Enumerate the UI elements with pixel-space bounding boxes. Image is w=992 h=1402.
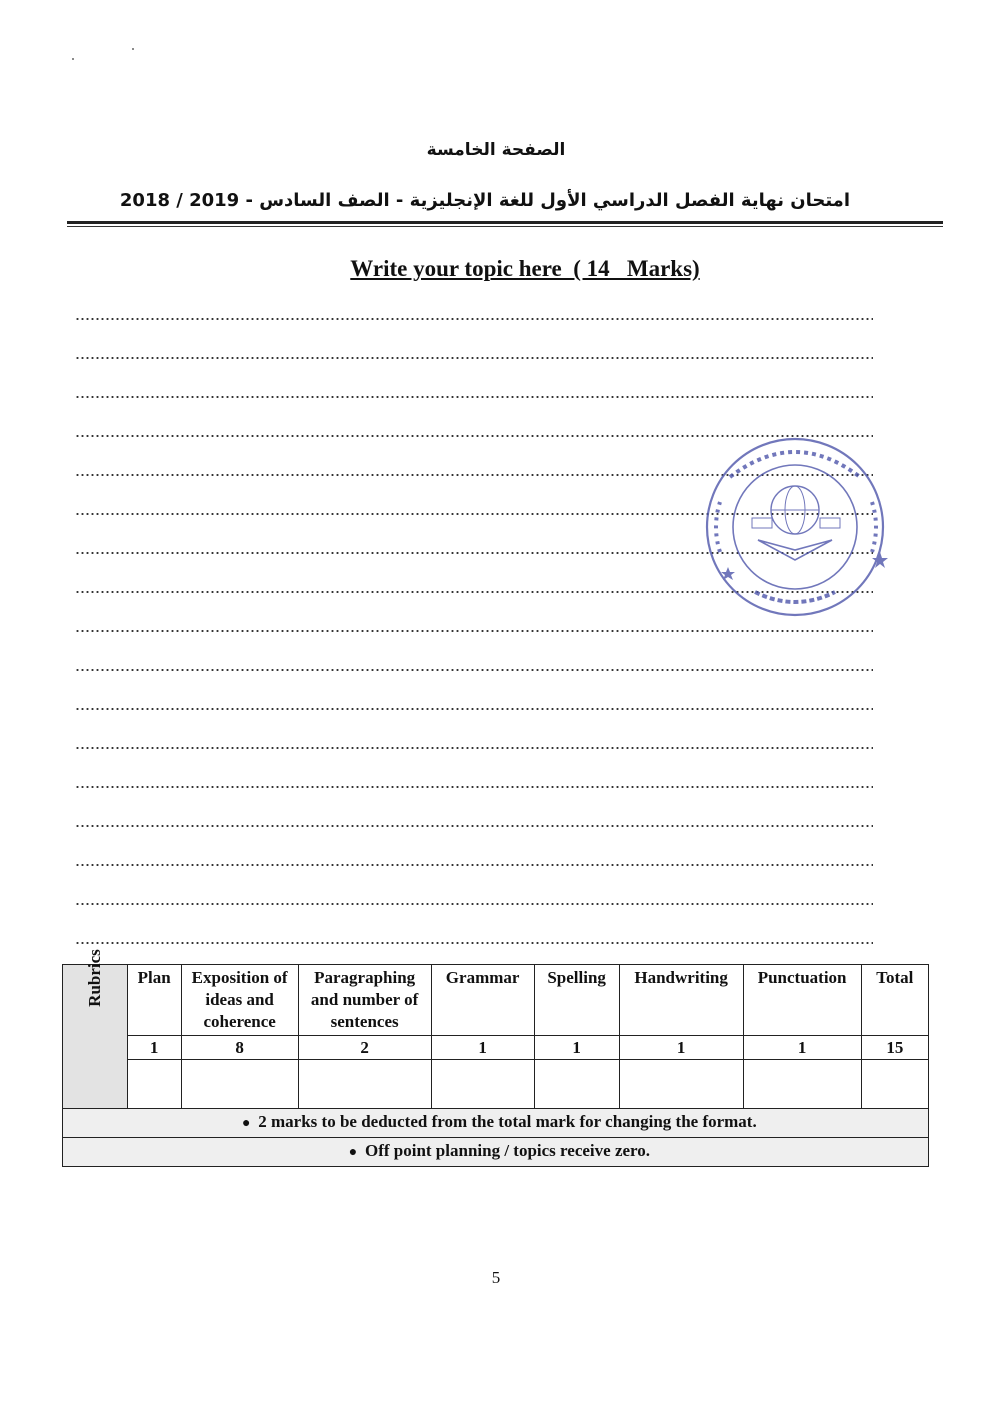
rubric-note-row [63, 1138, 929, 1167]
topic-title: Write your topic here ( 14 Marks) [350, 256, 700, 281]
writing-line[interactable] [75, 630, 873, 632]
writing-area [75, 318, 873, 981]
mark-paragraphing: 2 [298, 1036, 431, 1060]
writing-line[interactable] [75, 357, 873, 359]
header-divider [67, 221, 943, 224]
score-plan[interactable] [127, 1060, 181, 1109]
rubric-marks-row [63, 1036, 929, 1060]
exam-header: امتحان نهاية الفصل الدراسي الأول للغة الإنجليزية - الصف السادس - 2019 / 2018 [119, 190, 850, 211]
score-grammar[interactable] [431, 1060, 534, 1109]
writing-line[interactable] [75, 825, 873, 827]
mark-plan: 1 [127, 1036, 181, 1060]
score-total[interactable] [861, 1060, 928, 1109]
mark-handwriting: 1 [619, 1036, 743, 1060]
writing-line[interactable] [75, 942, 873, 944]
score-handwriting[interactable] [619, 1060, 743, 1109]
page-label: الصفحة الخامسة [426, 140, 566, 160]
header-plan: Plan [127, 965, 181, 1036]
mark-spelling: 1 [534, 1036, 619, 1060]
scan-specks [60, 40, 150, 70]
writing-line[interactable] [75, 864, 873, 866]
rubric-header-row [63, 965, 929, 1036]
school-stamp-icon [700, 432, 890, 622]
rubric-score-row [63, 1060, 929, 1109]
writing-line[interactable] [75, 708, 873, 710]
header-divider-thin [67, 226, 943, 227]
header-grammar: Grammar [431, 965, 534, 1036]
rubrics-side-label: Rubrics [63, 965, 128, 1109]
page-number: 5 [491, 1268, 501, 1287]
writing-line[interactable] [75, 669, 873, 671]
header-exposition: Exposition of ideas and coherence [181, 965, 298, 1036]
mark-grammar: 1 [431, 1036, 534, 1060]
rubric-table [62, 949, 929, 1167]
writing-line[interactable] [75, 396, 873, 398]
header-spelling: Spelling [534, 965, 619, 1036]
score-paragraphing[interactable] [298, 1060, 431, 1109]
rubric-note: ● 2 marks to be deducted from the total mark for changing the format. [63, 1109, 929, 1138]
mark-exposition: 8 [181, 1036, 298, 1060]
writing-line[interactable] [75, 903, 873, 905]
score-punctuation[interactable] [743, 1060, 861, 1109]
score-exposition[interactable] [181, 1060, 298, 1109]
score-spelling[interactable] [534, 1060, 619, 1109]
header-handwriting: Handwriting [619, 965, 743, 1036]
writing-line[interactable] [75, 786, 873, 788]
rubric-note: ● Off point planning / topics receive zero. [63, 1138, 929, 1167]
rubric-note-row [63, 1109, 929, 1138]
header-total: Total [861, 965, 928, 1036]
mark-punctuation: 1 [743, 1036, 861, 1060]
header-punctuation: Punctuation [743, 965, 861, 1036]
bullet-icon: ● [242, 1116, 251, 1131]
header-paragraphing: Paragraphing and number of sentences [298, 965, 431, 1036]
writing-line[interactable] [75, 747, 873, 749]
bullet-icon: ● [348, 1145, 358, 1160]
writing-line[interactable] [75, 318, 873, 320]
mark-total: 15 [861, 1036, 928, 1060]
